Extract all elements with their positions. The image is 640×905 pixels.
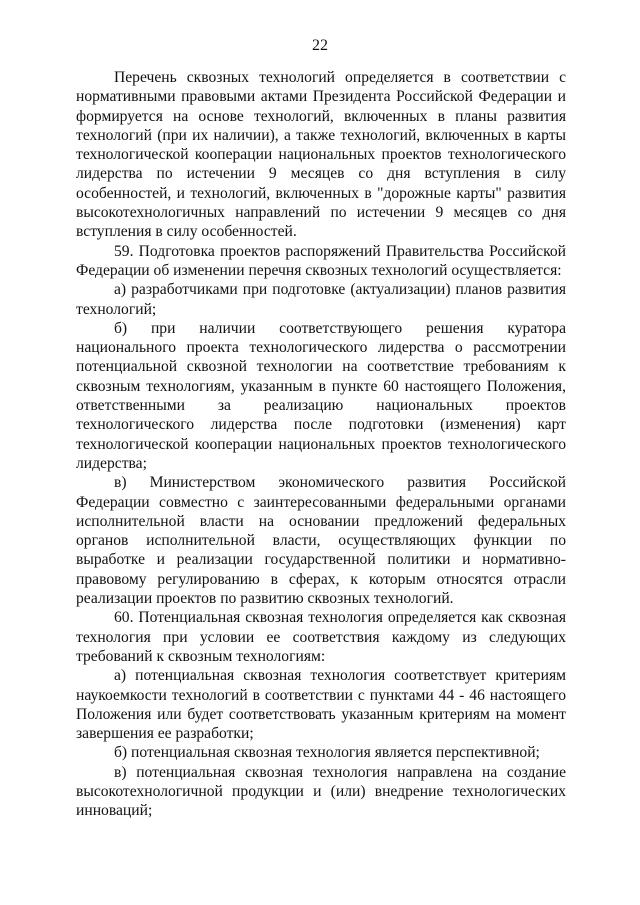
paragraph-cross-cutting-list: Перечень сквозных технологий определяется в соответствии с нормативными правовыми актами Президента Российской Федерации и формируется на основе технологий, включенных в планы развития технологий (при их наличии), а также технологий, включенных в карты технологической кооперации национальных проектов технологического лидерства по истечении 9 месяцев со дня вступления в силу особенностей, и технологий, включенных в "дорожные карты" развития высокотехнологичных направлений по истечении 9 месяцев со дня вступления в силу особенностей. [76, 69, 566, 241]
paragraph-60: 60. Потенциальная сквозная технология определяется как сквозная технология при условии ее соответствия каждому из следующих требований к сквозным технологиям: [76, 609, 566, 665]
document-body [76, 68, 566, 821]
paragraph-60-a: а) потенциальная сквозная технология соответствует критериям наукоемкости технологий в соответствии с пунктами 44 - 46 настоящего Положения или будет соответствовать указанным критериям на момент завершения ее разработки; [76, 667, 566, 743]
paragraph-60-c: в) потенциальная сквозная технология направлена на создание высокотехнологичной продукции и (или) внедрение технологических инноваций; [76, 763, 566, 820]
paragraph-59: 59. Подготовка проектов распоряжений Правительства Российской Федерации об изменении перечня сквозных технологий осуществляется: [76, 242, 566, 279]
paragraph-60-b: б) потенциальная сквозная технология является перспективной; [114, 744, 540, 762]
paragraph-59-b: б) при наличии соответствующего решения куратора национального проекта технологического лидерства о рассмотрении потенциальной сквозной технологии на соответствие требованиям к сквозным технологиям, указанным в пункте 60 настоящего Положения, ответственными за реализацию национальных проектов технологического лидерства после подготовки (изменения) карт технологической кооперации национальных проектов технологического лидерства; [76, 319, 566, 472]
paragraph-59-c: в) Министерством экономического развития Российской Федерации совместно с заинтересованными федеральными органами исполнительной власти на основании предложений федеральных органов исполнительной власти, осуществляющих функции по выработке и реализации государственной политики и нормативно-правовому регулированию в сферах, к которым относятся отрасли реализации проектов по развитию сквозных технологий. [76, 474, 566, 608]
page-number: 22 [312, 37, 328, 54]
paragraph-59-a: а) разработчиками при подготовке (актуализации) планов развития технологий; [76, 281, 566, 318]
